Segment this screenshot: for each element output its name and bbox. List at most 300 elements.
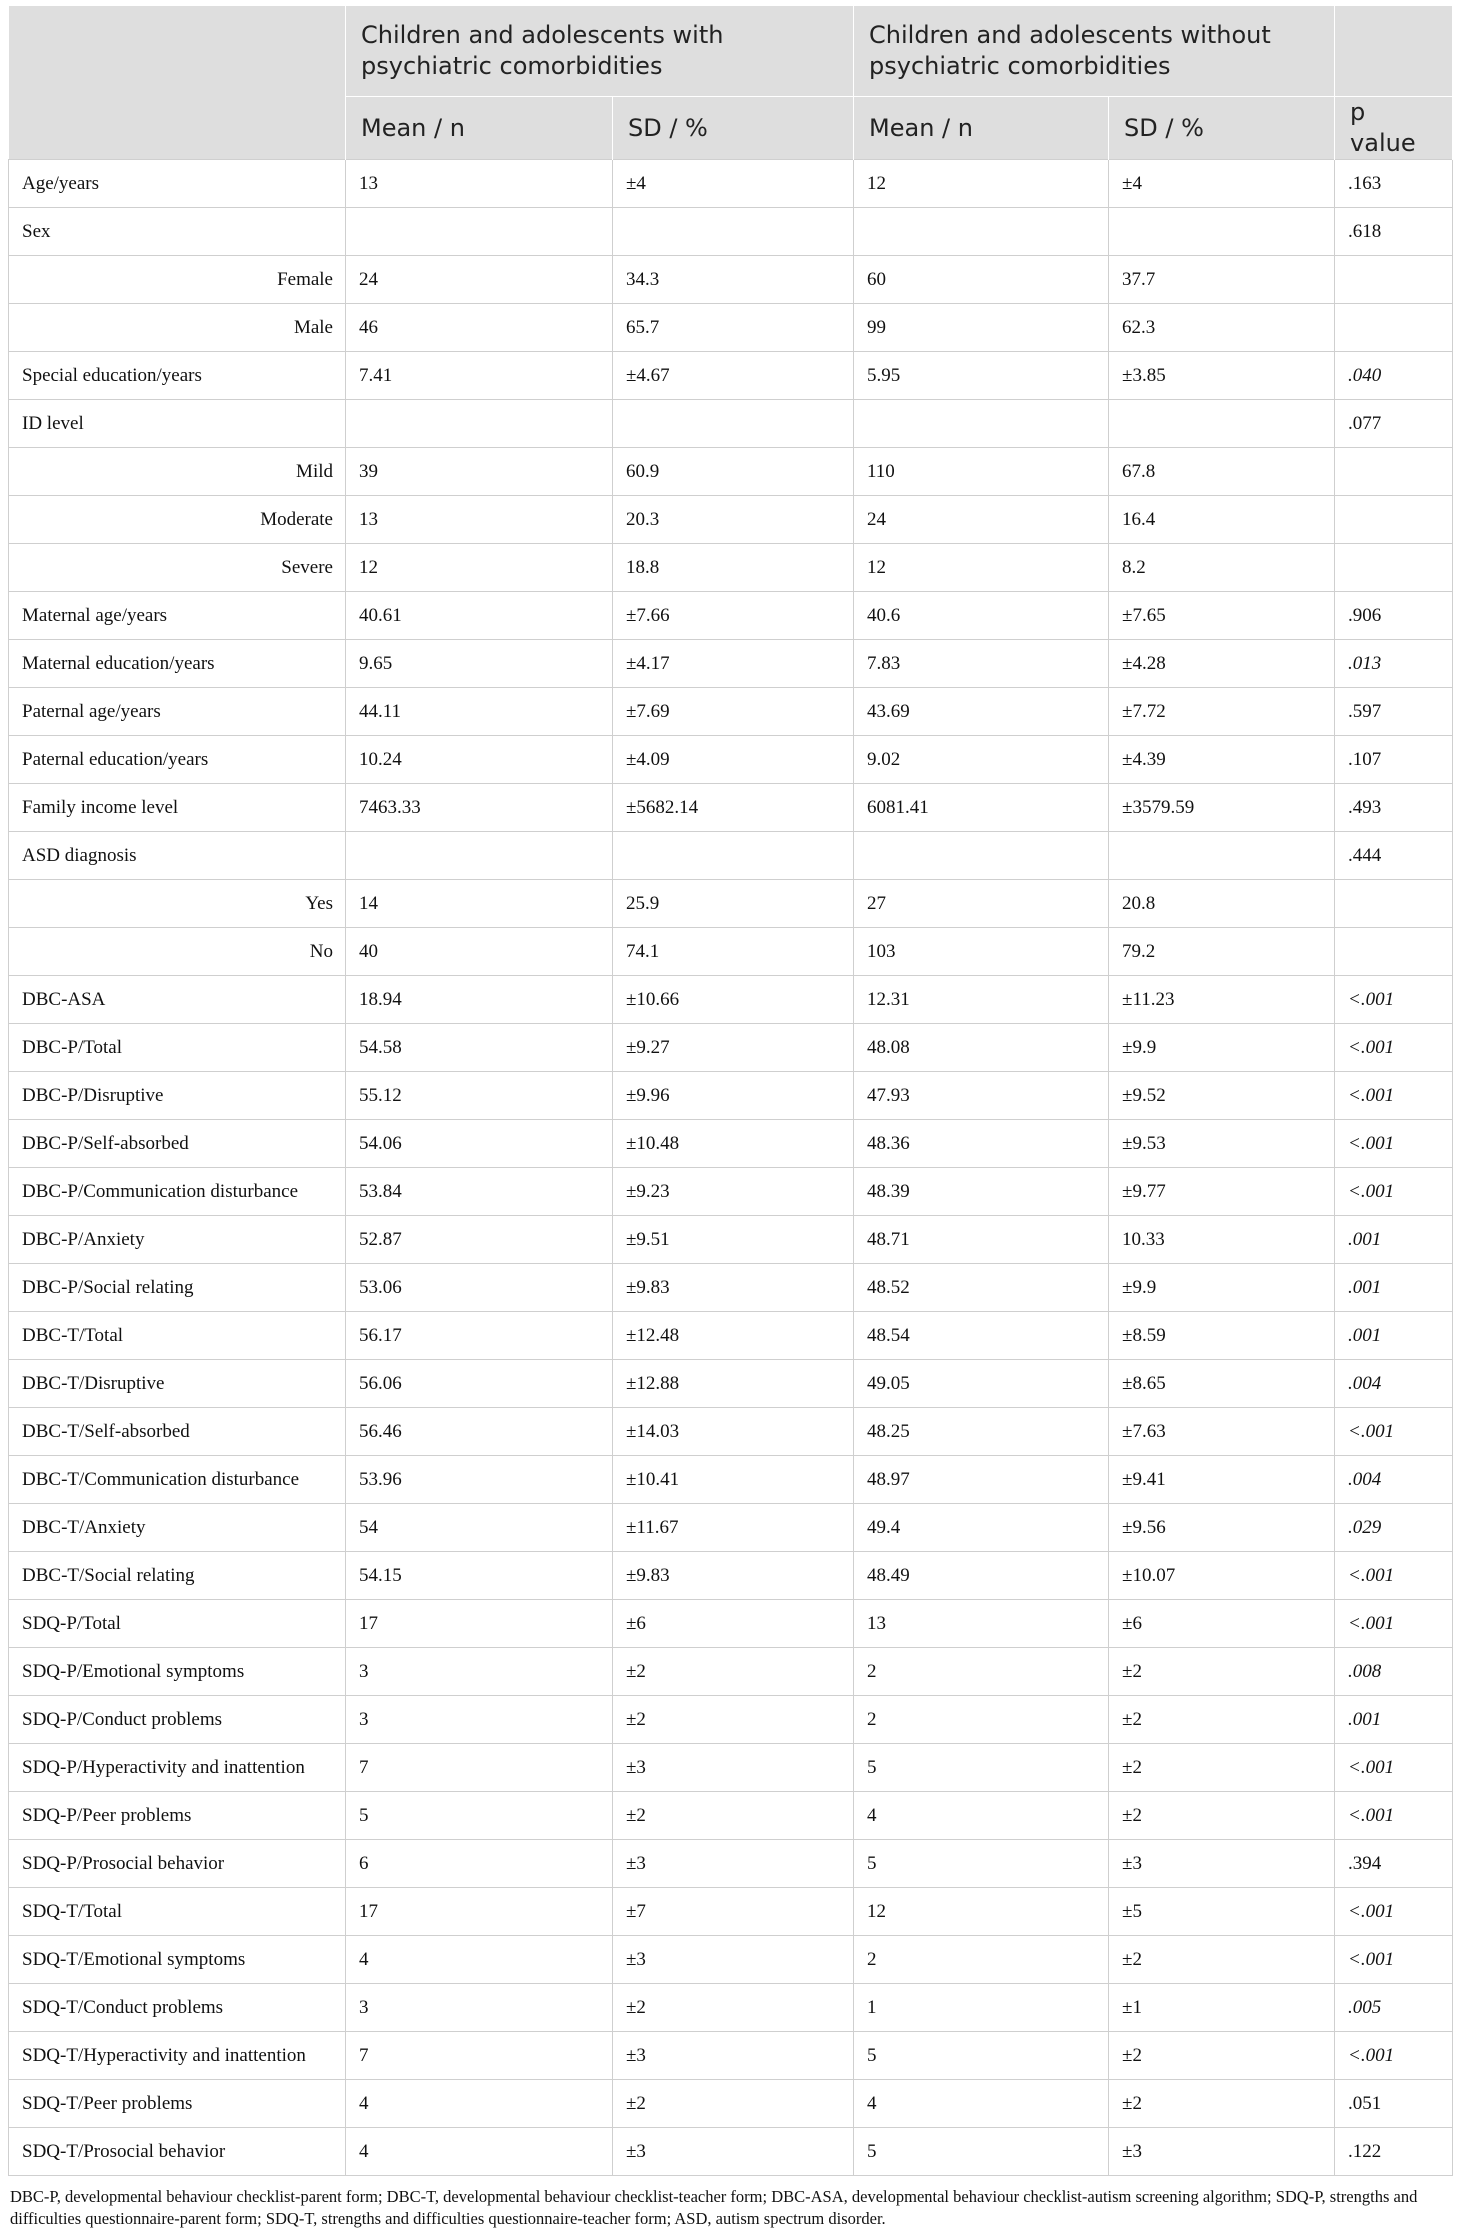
sd-pct-with-cell: ±9.23 <box>613 1168 854 1216</box>
mean-n-with-cell: 54 <box>346 1504 613 1552</box>
sd-pct-without-cell: ±3.85 <box>1109 352 1335 400</box>
p-value-cell: <.001 <box>1335 1408 1453 1456</box>
row-label-cell: Age/years <box>9 160 346 208</box>
mean-n-with-cell: 18.94 <box>346 976 613 1024</box>
mean-n-without-cell: 103 <box>854 928 1109 976</box>
mean-n-with-cell: 7463.33 <box>346 784 613 832</box>
mean-n-with-cell: 10.24 <box>346 736 613 784</box>
row-label-cell: ASD diagnosis <box>9 832 346 880</box>
mean-n-without-cell <box>854 400 1109 448</box>
header-p-value: p value <box>1335 97 1453 160</box>
mean-n-with-cell: 13 <box>346 160 613 208</box>
mean-n-with-cell: 7 <box>346 2032 613 2080</box>
table-footnote: DBC-P, developmental behaviour checklist-parent form; DBC-T, developmental behaviour checklist-teacher form; DBC-ASA, developmental behaviour checklist-autism screening algorithm; SDQ-P, strengths and difficulties questionnaire-parent form; SDQ-T, strengths and difficulties questionnaire-teacher form; ASD, autism spectrum disorder. <box>10 2187 1418 2228</box>
row-label-cell: DBC-P/Total <box>9 1024 346 1072</box>
sd-pct-without-cell: ±2 <box>1109 1696 1335 1744</box>
p-value-cell: .001 <box>1335 1312 1453 1360</box>
row-label-cell: DBC-T/Self-absorbed <box>9 1408 346 1456</box>
p-value-cell: <.001 <box>1335 1744 1453 1792</box>
mean-n-with-cell: 3 <box>346 1648 613 1696</box>
row-label-cell: SDQ-P/Total <box>9 1600 346 1648</box>
p-value-cell: <.001 <box>1335 976 1453 1024</box>
row-label-cell: Special education/years <box>9 352 346 400</box>
row-label-cell: Yes <box>9 880 346 928</box>
p-value-cell: .004 <box>1335 1456 1453 1504</box>
mean-n-with-cell: 5 <box>346 1792 613 1840</box>
p-value-cell: .493 <box>1335 784 1453 832</box>
table-header <box>9 6 1453 160</box>
mean-n-with-cell: 55.12 <box>346 1072 613 1120</box>
mean-n-without-cell: 48.36 <box>854 1120 1109 1168</box>
mean-n-without-cell: 99 <box>854 304 1109 352</box>
table-row <box>9 1888 1453 1936</box>
header-sd-pct-without: SD / % <box>1109 97 1335 160</box>
header-group-with: Children and adolescents with psychiatric comorbidities <box>346 6 854 97</box>
sd-pct-with-cell: ±2 <box>613 1696 854 1744</box>
sd-pct-with-cell: ±10.48 <box>613 1120 854 1168</box>
mean-n-with-cell: 3 <box>346 1696 613 1744</box>
sd-pct-with-cell: ±9.96 <box>613 1072 854 1120</box>
sd-pct-without-cell: ±9.53 <box>1109 1120 1335 1168</box>
sd-pct-with-cell: ±12.88 <box>613 1360 854 1408</box>
table-row <box>9 448 1453 496</box>
p-value-cell: <.001 <box>1335 1936 1453 1984</box>
mean-n-with-cell: 3 <box>346 1984 613 2032</box>
row-label-cell: SDQ-T/Prosocial behavior <box>9 2128 346 2176</box>
p-value-cell: .004 <box>1335 1360 1453 1408</box>
table-row <box>9 736 1453 784</box>
mean-n-without-cell: 48.52 <box>854 1264 1109 1312</box>
sd-pct-with-cell: ±4.17 <box>613 640 854 688</box>
p-value-cell: .013 <box>1335 640 1453 688</box>
mean-n-with-cell: 54.06 <box>346 1120 613 1168</box>
row-label-cell: Severe <box>9 544 346 592</box>
p-value-cell: <.001 <box>1335 2032 1453 2080</box>
table-row <box>9 1552 1453 1600</box>
row-label-cell: DBC-P/Self-absorbed <box>9 1120 346 1168</box>
p-value-cell: .077 <box>1335 400 1453 448</box>
sd-pct-with-cell: 74.1 <box>613 928 854 976</box>
mean-n-with-cell: 53.84 <box>346 1168 613 1216</box>
p-value-cell <box>1335 304 1453 352</box>
mean-n-without-cell <box>854 832 1109 880</box>
mean-n-without-cell: 48.49 <box>854 1552 1109 1600</box>
p-value-cell: <.001 <box>1335 1072 1453 1120</box>
table-row <box>9 1840 1453 1888</box>
mean-n-with-cell: 4 <box>346 2128 613 2176</box>
p-value-cell: .005 <box>1335 1984 1453 2032</box>
table-row <box>9 880 1453 928</box>
mean-n-with-cell: 4 <box>346 1936 613 1984</box>
table-row <box>9 1984 1453 2032</box>
mean-n-with-cell: 56.17 <box>346 1312 613 1360</box>
sd-pct-without-cell: ±9.52 <box>1109 1072 1335 1120</box>
mean-n-with-cell: 6 <box>346 1840 613 1888</box>
p-value-cell <box>1335 448 1453 496</box>
mean-n-with-cell: 7.41 <box>346 352 613 400</box>
sd-pct-with-cell: ±7.66 <box>613 592 854 640</box>
sd-pct-with-cell: ±7 <box>613 1888 854 1936</box>
p-value-cell: <.001 <box>1335 1120 1453 1168</box>
sd-pct-without-cell: ±8.59 <box>1109 1312 1335 1360</box>
mean-n-without-cell: 5 <box>854 2128 1109 2176</box>
sd-pct-with-cell: ±11.67 <box>613 1504 854 1552</box>
table-row <box>9 496 1453 544</box>
table-row <box>9 928 1453 976</box>
sd-pct-without-cell: 8.2 <box>1109 544 1335 592</box>
mean-n-without-cell: 24 <box>854 496 1109 544</box>
sd-pct-without-cell: 79.2 <box>1109 928 1335 976</box>
mean-n-with-cell: 54.58 <box>346 1024 613 1072</box>
row-label-cell: SDQ-P/Conduct problems <box>9 1696 346 1744</box>
row-label-cell: Family income level <box>9 784 346 832</box>
mean-n-with-cell: 17 <box>346 1600 613 1648</box>
sd-pct-without-cell: ±4.39 <box>1109 736 1335 784</box>
table-body <box>9 160 1453 2176</box>
sd-pct-with-cell: ±5682.14 <box>613 784 854 832</box>
table-row <box>9 400 1453 448</box>
sd-pct-with-cell: ±9.83 <box>613 1552 854 1600</box>
sd-pct-without-cell: ±2 <box>1109 1936 1335 1984</box>
table-row <box>9 688 1453 736</box>
mean-n-with-cell: 46 <box>346 304 613 352</box>
sd-pct-with-cell: ±2 <box>613 1984 854 2032</box>
sd-pct-with-cell: ±3 <box>613 1936 854 1984</box>
table-row <box>9 1360 1453 1408</box>
p-value-cell <box>1335 256 1453 304</box>
mean-n-without-cell: 110 <box>854 448 1109 496</box>
sd-pct-without-cell: 67.8 <box>1109 448 1335 496</box>
row-label-cell: DBC-T/Social relating <box>9 1552 346 1600</box>
mean-n-without-cell: 48.25 <box>854 1408 1109 1456</box>
sd-pct-with-cell: ±6 <box>613 1600 854 1648</box>
sd-pct-with-cell: ±9.27 <box>613 1024 854 1072</box>
mean-n-without-cell: 4 <box>854 2080 1109 2128</box>
sd-pct-without-cell: ±9.41 <box>1109 1456 1335 1504</box>
p-value-cell <box>1335 928 1453 976</box>
table-row <box>9 1744 1453 1792</box>
sd-pct-with-cell: ±7.69 <box>613 688 854 736</box>
mean-n-without-cell: 47.93 <box>854 1072 1109 1120</box>
p-value-cell: <.001 <box>1335 1552 1453 1600</box>
sd-pct-without-cell: ±6 <box>1109 1600 1335 1648</box>
header-blank-p <box>1335 6 1453 97</box>
mean-n-without-cell: 9.02 <box>854 736 1109 784</box>
table-row <box>9 2080 1453 2128</box>
mean-n-without-cell: 5.95 <box>854 352 1109 400</box>
mean-n-without-cell: 4 <box>854 1792 1109 1840</box>
row-label-cell: No <box>9 928 346 976</box>
p-value-cell <box>1335 544 1453 592</box>
p-value-cell <box>1335 880 1453 928</box>
p-value-cell: .444 <box>1335 832 1453 880</box>
table-row <box>9 784 1453 832</box>
row-label-cell: DBC-P/Disruptive <box>9 1072 346 1120</box>
p-value-cell: .163 <box>1335 160 1453 208</box>
mean-n-without-cell: 43.69 <box>854 688 1109 736</box>
sd-pct-with-cell: ±10.41 <box>613 1456 854 1504</box>
sd-pct-with-cell: ±14.03 <box>613 1408 854 1456</box>
table-row <box>9 304 1453 352</box>
sd-pct-with-cell: ±3 <box>613 2128 854 2176</box>
table-row <box>9 640 1453 688</box>
mean-n-with-cell: 13 <box>346 496 613 544</box>
sd-pct-with-cell: ±3 <box>613 1840 854 1888</box>
table-row <box>9 1936 1453 1984</box>
table-row <box>9 592 1453 640</box>
mean-n-with-cell: 39 <box>346 448 613 496</box>
row-label-cell: Paternal education/years <box>9 736 346 784</box>
sd-pct-without-cell: ±9.9 <box>1109 1024 1335 1072</box>
sd-pct-with-cell: ±10.66 <box>613 976 854 1024</box>
sd-pct-without-cell: ±9.77 <box>1109 1168 1335 1216</box>
table-row <box>9 1216 1453 1264</box>
sd-pct-without-cell: 37.7 <box>1109 256 1335 304</box>
table-row <box>9 1648 1453 1696</box>
mean-n-with-cell: 40.61 <box>346 592 613 640</box>
row-label-cell: DBC-T/Anxiety <box>9 1504 346 1552</box>
sd-pct-with-cell <box>613 400 854 448</box>
row-label-cell: SDQ-T/Hyperactivity and inattention <box>9 2032 346 2080</box>
header-group-without: Children and adolescents without psychiatric comorbidities <box>854 6 1335 97</box>
sd-pct-without-cell <box>1109 208 1335 256</box>
sd-pct-without-cell: ±7.65 <box>1109 592 1335 640</box>
sd-pct-without-cell: ±11.23 <box>1109 976 1335 1024</box>
p-value-cell: .394 <box>1335 1840 1453 1888</box>
table-row <box>9 1600 1453 1648</box>
sd-pct-with-cell: ±4 <box>613 160 854 208</box>
mean-n-without-cell: 1 <box>854 1984 1109 2032</box>
header-sd-pct-with: SD / % <box>613 97 854 160</box>
mean-n-with-cell: 56.46 <box>346 1408 613 1456</box>
sd-pct-with-cell: 18.8 <box>613 544 854 592</box>
p-value-cell: <.001 <box>1335 1792 1453 1840</box>
mean-n-with-cell: 52.87 <box>346 1216 613 1264</box>
table-row <box>9 1120 1453 1168</box>
mean-n-with-cell: 44.11 <box>346 688 613 736</box>
sd-pct-without-cell: 16.4 <box>1109 496 1335 544</box>
p-value-cell <box>1335 496 1453 544</box>
header-mean-n-with: Mean / n <box>346 97 613 160</box>
sd-pct-without-cell: ±4 <box>1109 160 1335 208</box>
sd-pct-with-cell: ±9.83 <box>613 1264 854 1312</box>
mean-n-without-cell: 40.6 <box>854 592 1109 640</box>
row-label-cell: SDQ-P/Prosocial behavior <box>9 1840 346 1888</box>
p-value-cell: .001 <box>1335 1264 1453 1312</box>
sd-pct-without-cell <box>1109 832 1335 880</box>
mean-n-without-cell: 27 <box>854 880 1109 928</box>
row-label-cell: Maternal age/years <box>9 592 346 640</box>
mean-n-with-cell: 7 <box>346 1744 613 1792</box>
mean-n-without-cell: 5 <box>854 1840 1109 1888</box>
mean-n-without-cell: 2 <box>854 1648 1109 1696</box>
row-label-cell: SDQ-P/Emotional symptoms <box>9 1648 346 1696</box>
row-label-cell: SDQ-P/Peer problems <box>9 1792 346 1840</box>
mean-n-without-cell: 49.05 <box>854 1360 1109 1408</box>
p-value-cell: <.001 <box>1335 1600 1453 1648</box>
sd-pct-without-cell <box>1109 400 1335 448</box>
mean-n-with-cell: 14 <box>346 880 613 928</box>
table-row <box>9 1168 1453 1216</box>
table-row <box>9 1504 1453 1552</box>
sd-pct-without-cell: ±10.07 <box>1109 1552 1335 1600</box>
row-label-cell: ID level <box>9 400 346 448</box>
p-value-cell: .029 <box>1335 1504 1453 1552</box>
row-label-cell: SDQ-T/Emotional symptoms <box>9 1936 346 1984</box>
sd-pct-with-cell: ±2 <box>613 1648 854 1696</box>
table-row <box>9 1792 1453 1840</box>
sd-pct-with-cell: ±2 <box>613 2080 854 2128</box>
mean-n-without-cell: 6081.41 <box>854 784 1109 832</box>
p-value-cell: .001 <box>1335 1216 1453 1264</box>
sd-pct-without-cell: ±7.63 <box>1109 1408 1335 1456</box>
table-row <box>9 1072 1453 1120</box>
comparison-table <box>8 6 1453 2176</box>
mean-n-without-cell: 60 <box>854 256 1109 304</box>
mean-n-without-cell: 48.08 <box>854 1024 1109 1072</box>
mean-n-without-cell: 12 <box>854 544 1109 592</box>
sd-pct-without-cell: ±2 <box>1109 1648 1335 1696</box>
table-row <box>9 1312 1453 1360</box>
row-label-cell: DBC-P/Communication disturbance <box>9 1168 346 1216</box>
table-row <box>9 256 1453 304</box>
table-container <box>8 6 1452 2230</box>
mean-n-without-cell: 12.31 <box>854 976 1109 1024</box>
mean-n-without-cell: 49.4 <box>854 1504 1109 1552</box>
sd-pct-without-cell: ±2 <box>1109 1744 1335 1792</box>
table-row <box>9 832 1453 880</box>
row-label-cell: DBC-P/Social relating <box>9 1264 346 1312</box>
row-label-cell: SDQ-T/Total <box>9 1888 346 1936</box>
table-row <box>9 544 1453 592</box>
sd-pct-with-cell: 65.7 <box>613 304 854 352</box>
p-value-cell: <.001 <box>1335 1168 1453 1216</box>
p-value-cell: .001 <box>1335 1696 1453 1744</box>
p-value-cell: .008 <box>1335 1648 1453 1696</box>
mean-n-without-cell: 12 <box>854 160 1109 208</box>
mean-n-without-cell: 13 <box>854 1600 1109 1648</box>
sd-pct-without-cell: ±3 <box>1109 2128 1335 2176</box>
table-row <box>9 1456 1453 1504</box>
mean-n-without-cell: 5 <box>854 1744 1109 1792</box>
sd-pct-with-cell: ±3 <box>613 2032 854 2080</box>
row-label-cell: Female <box>9 256 346 304</box>
mean-n-with-cell: 4 <box>346 2080 613 2128</box>
p-value-cell: .051 <box>1335 2080 1453 2128</box>
sd-pct-with-cell: ±3 <box>613 1744 854 1792</box>
row-label-cell: Sex <box>9 208 346 256</box>
row-label-cell: SDQ-T/Peer problems <box>9 2080 346 2128</box>
mean-n-without-cell: 2 <box>854 1696 1109 1744</box>
sd-pct-without-cell: ±3579.59 <box>1109 784 1335 832</box>
sd-pct-without-cell: ±9.56 <box>1109 1504 1335 1552</box>
mean-n-with-cell: 56.06 <box>346 1360 613 1408</box>
mean-n-with-cell: 53.96 <box>346 1456 613 1504</box>
mean-n-with-cell: 9.65 <box>346 640 613 688</box>
sd-pct-without-cell: ±9.9 <box>1109 1264 1335 1312</box>
mean-n-with-cell: 40 <box>346 928 613 976</box>
table-row <box>9 1408 1453 1456</box>
row-label-cell: Male <box>9 304 346 352</box>
p-value-cell: .040 <box>1335 352 1453 400</box>
table-row <box>9 2128 1453 2176</box>
sd-pct-with-cell: 20.3 <box>613 496 854 544</box>
table-row <box>9 160 1453 208</box>
mean-n-with-cell: 24 <box>346 256 613 304</box>
table-row <box>9 208 1453 256</box>
mean-n-without-cell: 48.54 <box>854 1312 1109 1360</box>
sd-pct-without-cell: ±7.72 <box>1109 688 1335 736</box>
mean-n-without-cell: 48.71 <box>854 1216 1109 1264</box>
p-value-cell: <.001 <box>1335 1024 1453 1072</box>
table-row <box>9 1264 1453 1312</box>
sd-pct-with-cell <box>613 832 854 880</box>
sd-pct-without-cell: ±4.28 <box>1109 640 1335 688</box>
mean-n-with-cell <box>346 208 613 256</box>
sd-pct-without-cell: 20.8 <box>1109 880 1335 928</box>
row-label-cell: SDQ-T/Conduct problems <box>9 1984 346 2032</box>
row-label-cell: DBC-T/Disruptive <box>9 1360 346 1408</box>
row-label-cell: Maternal education/years <box>9 640 346 688</box>
sd-pct-with-cell <box>613 208 854 256</box>
mean-n-with-cell <box>346 400 613 448</box>
table-row <box>9 976 1453 1024</box>
row-label-cell: DBC-T/Total <box>9 1312 346 1360</box>
sd-pct-without-cell: ±2 <box>1109 2080 1335 2128</box>
sd-pct-without-cell: ±5 <box>1109 1888 1335 1936</box>
sd-pct-with-cell: ±9.51 <box>613 1216 854 1264</box>
row-label-cell: DBC-T/Communication disturbance <box>9 1456 346 1504</box>
sd-pct-with-cell: ±12.48 <box>613 1312 854 1360</box>
sd-pct-without-cell: ±2 <box>1109 2032 1335 2080</box>
sd-pct-with-cell: ±4.67 <box>613 352 854 400</box>
sd-pct-with-cell: 34.3 <box>613 256 854 304</box>
table-row <box>9 352 1453 400</box>
sd-pct-with-cell: 60.9 <box>613 448 854 496</box>
p-value-cell: <.001 <box>1335 1888 1453 1936</box>
mean-n-without-cell: 7.83 <box>854 640 1109 688</box>
mean-n-without-cell: 5 <box>854 2032 1109 2080</box>
p-value-cell: .122 <box>1335 2128 1453 2176</box>
sd-pct-with-cell: ±4.09 <box>613 736 854 784</box>
mean-n-with-cell: 12 <box>346 544 613 592</box>
p-value-cell: .906 <box>1335 592 1453 640</box>
mean-n-without-cell: 2 <box>854 1936 1109 1984</box>
header-mean-n-without: Mean / n <box>854 97 1109 160</box>
mean-n-with-cell: 17 <box>346 1888 613 1936</box>
mean-n-without-cell <box>854 208 1109 256</box>
sd-pct-without-cell: ±8.65 <box>1109 1360 1335 1408</box>
sd-pct-without-cell: ±1 <box>1109 1984 1335 2032</box>
sd-pct-with-cell: 25.9 <box>613 880 854 928</box>
sd-pct-without-cell: ±2 <box>1109 1792 1335 1840</box>
header-blank-cell <box>9 6 346 160</box>
sd-pct-with-cell: ±2 <box>613 1792 854 1840</box>
row-label-cell: SDQ-P/Hyperactivity and inattention <box>9 1744 346 1792</box>
table-row <box>9 1024 1453 1072</box>
table-row <box>9 2032 1453 2080</box>
mean-n-with-cell: 53.06 <box>346 1264 613 1312</box>
mean-n-with-cell: 54.15 <box>346 1552 613 1600</box>
mean-n-without-cell: 48.97 <box>854 1456 1109 1504</box>
p-value-cell: .597 <box>1335 688 1453 736</box>
row-label-cell: DBC-ASA <box>9 976 346 1024</box>
mean-n-without-cell: 48.39 <box>854 1168 1109 1216</box>
mean-n-with-cell <box>346 832 613 880</box>
row-label-cell: Moderate <box>9 496 346 544</box>
sd-pct-without-cell: 10.33 <box>1109 1216 1335 1264</box>
row-label-cell: Mild <box>9 448 346 496</box>
